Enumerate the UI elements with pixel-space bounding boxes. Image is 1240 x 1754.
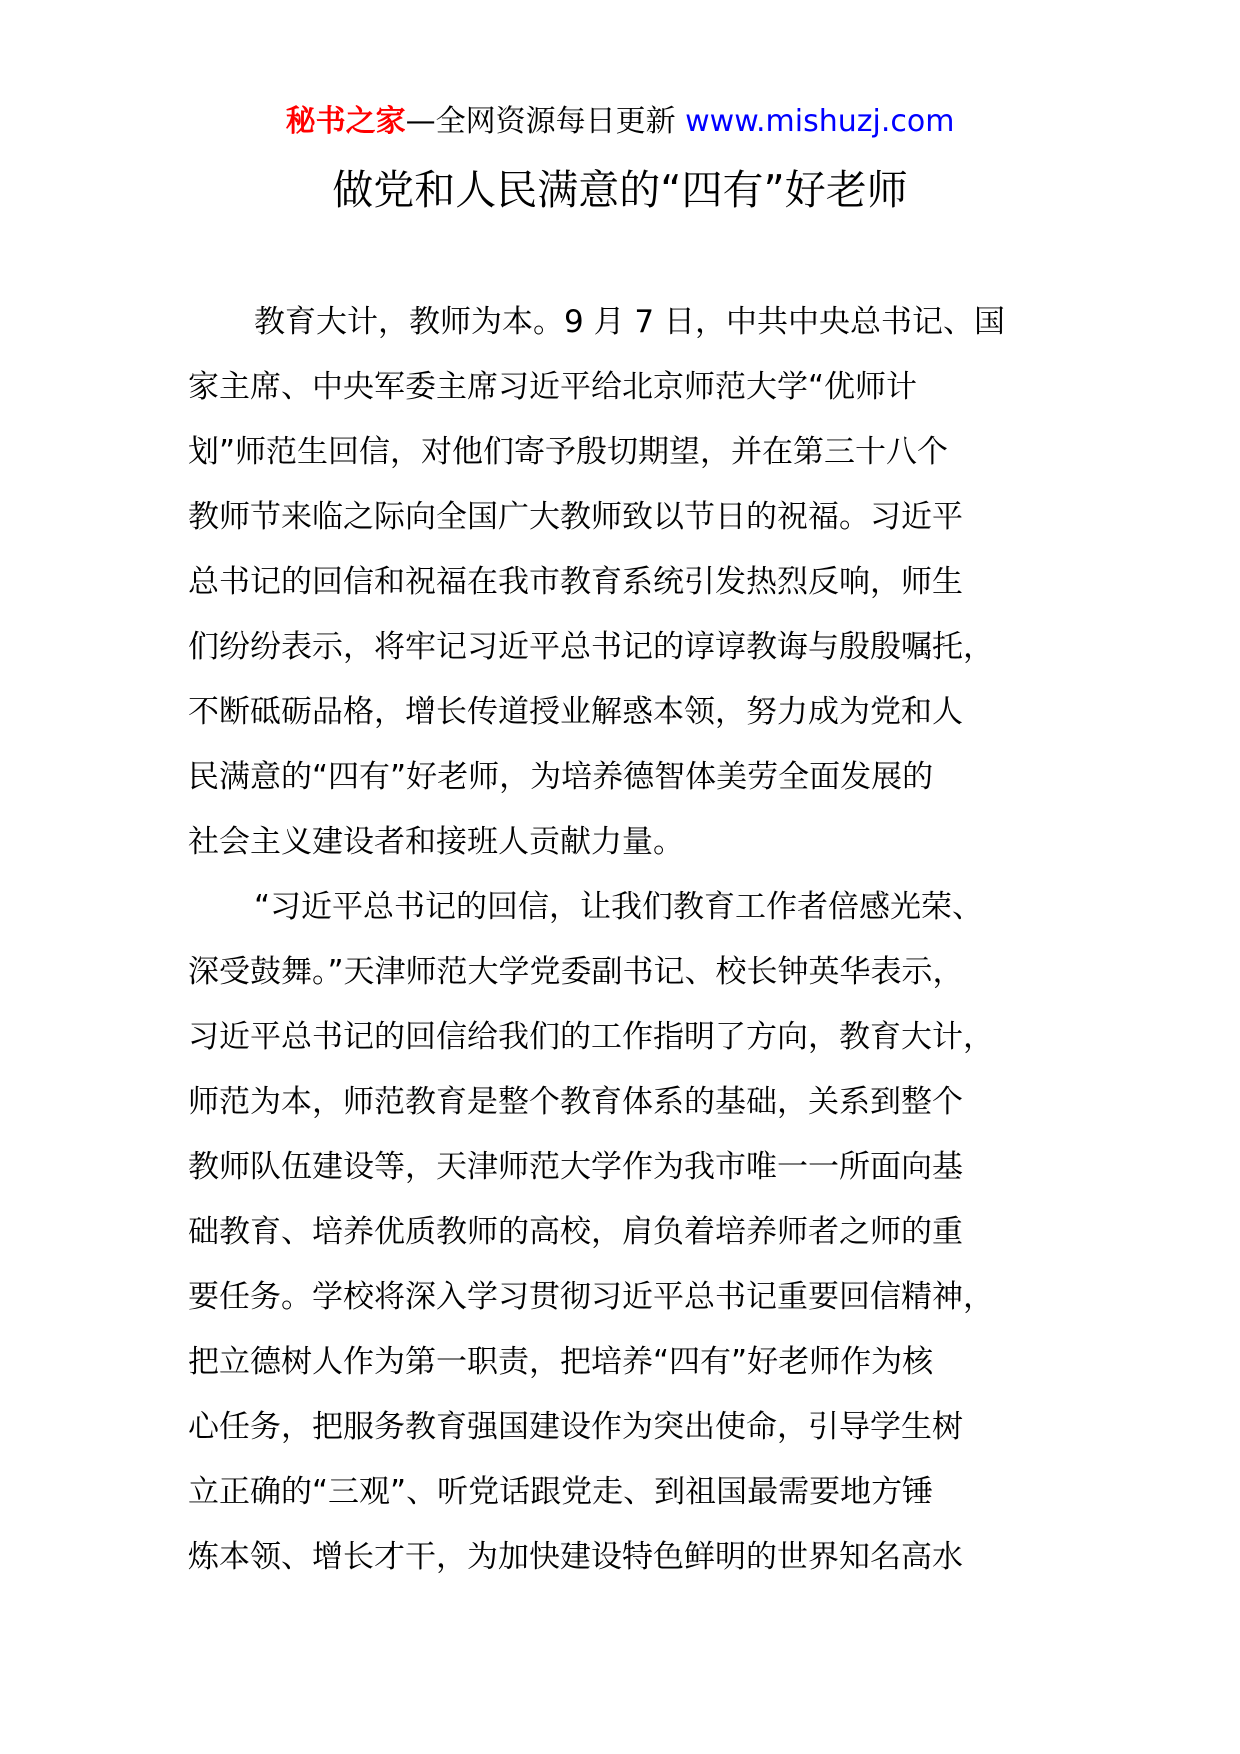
- paragraph-line: 立正确的“三观”、听党话跟党走、到祖国最需要地方锤: [188, 1474, 934, 1510]
- paragraph-line: 教师节来临之际向全国广大教师致以节日的祝福。习近平: [188, 499, 963, 535]
- paragraph-line: 划”师范生回信，对他们寄予殷切期望，并在第三十八个: [188, 434, 949, 470]
- paragraph-line: 家主席、中央军委主席习近平给北京师范大学“优师计: [188, 369, 918, 405]
- paragraph-line: 把立德树人作为第一职责，把培养“四有”好老师作为核: [188, 1344, 934, 1380]
- paragraph-line: 社会主义建设者和接班人贡献力量。: [188, 824, 684, 860]
- site-url-link[interactable]: www.mishuzj.com: [685, 104, 955, 139]
- paragraph-line: 教师队伍建设等，天津师范大学作为我市唯一一所面向基: [188, 1149, 963, 1185]
- paragraph-line: 炼本领、增长才干，为加快建设特色鲜明的世界知名高水: [188, 1539, 963, 1575]
- paragraph-line: 们纷纷表示，将牢记习近平总书记的谆谆教诲与殷殷嘱托，: [188, 629, 994, 665]
- document-body: [188, 290, 1058, 1590]
- document-title: 做党和人民满意的“四有”好老师: [332, 166, 908, 214]
- paragraph-line: 总书记的回信和祝福在我市教育系统引发热烈反响，师生: [188, 564, 963, 600]
- paragraph-line: 不断砥砺品格，增长传道授业解惑本领，努力成为党和人: [188, 694, 963, 730]
- site-tagline: —全网资源每日更新: [405, 104, 676, 139]
- paragraph-1: [188, 290, 1058, 875]
- paragraph-line: 础教育、培养优质教师的高校，肩负着培养师者之师的重: [188, 1214, 963, 1250]
- paragraph-line: 民满意的“四有”好老师，为培养德智体美劳全面发展的: [188, 759, 934, 795]
- site-brand: 秘书之家: [285, 104, 406, 139]
- paragraph-line: 习近平总书记的回信给我们的工作指明了方向，教育大计，: [188, 1019, 994, 1055]
- paragraph-line: 深受鼓舞。”天津师范大学党委副书记、校长钟英华表示，: [188, 954, 964, 990]
- paragraph-line: 师范为本，师范教育是整个教育体系的基础，关系到整个: [188, 1084, 963, 1120]
- paragraph-line: 教育大计，教师为本。9 月 7 日，中共中央总书记、国: [254, 304, 1006, 340]
- paragraph-line: 要任务。学校将深入学习贯彻习近平总书记重要回信精神，: [188, 1279, 994, 1315]
- paragraph-2: [188, 875, 1058, 1590]
- paragraph-line: “习近平总书记的回信，让我们教育工作者倍感光荣、: [254, 889, 984, 925]
- paragraph-line: 心任务，把服务教育强国建设作为突出使命，引导学生树: [188, 1409, 963, 1445]
- site-header: [0, 100, 1240, 144]
